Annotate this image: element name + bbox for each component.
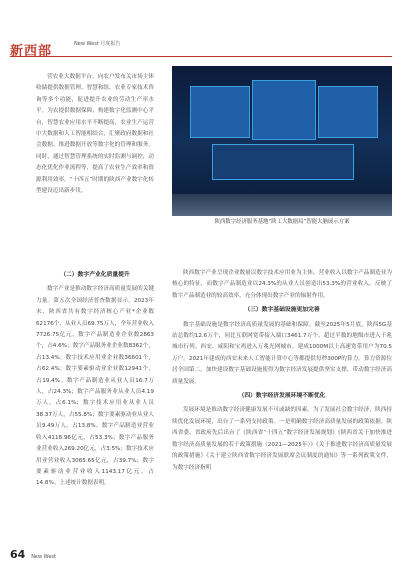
display-screen — [212, 144, 354, 180]
paragraph: 发展环境是推动数字经济健康发展不可或缺的因素。为了发展社会数字经济，陕西持续优化发展环境，出台了一系列支持政策。一是明确数字经济高质量发展的政策依据。陕西省委、省政府先后出台了《陕西省“十四五”数字经济发展规划》《陕西省关于加快推进数字经济高质量发展的若干政策措施（2021—2025年）》《关于推进数字经济高质量发展的政策措施》《关于建立陕西省数字经济发展联席会议制度的通知》等一系列政策文件，为数字经济指明 — [172, 407, 392, 471]
column-1-bottom-text — [36, 267, 154, 490]
publication-name: New West — [31, 554, 56, 560]
page-footer — [10, 548, 56, 561]
display-screen — [252, 80, 316, 140]
photo-caption: 陕西数字经济服务基地“陕工大数据局”智能大脑展示方案 — [214, 219, 350, 225]
paragraph: 数字基础设施是数字经济高质量发展的基础和保障。截至2025年5月底，陕西5G基站总数约12.6万个，同比互联网宽带接入端口3461.7万个，超过半数的地级市进入千兆城市行列。西安、咸阳和宝鸡进入万兆光网城市。建成1000M以上高速宽带用户为70.5万户。2021年建成的西安未来人工智能计算中心等都提供每秒300P的算力。算力资源位居全国第二，加快建设数字基础设施使得为数字经济发展提供坚实支撑，带动数字经济高质量发展。 — [172, 321, 392, 385]
paragraph: 营农业大数据平台，向农户发布关市场主体收储提供数据管理、智慧和组、农业专家技术咨询等多个功能，促进提升农业的劳动生产率水平。为农提供数据保障，构建数字化监测中心平台，智慧农业应用水平不断提高，农业生产运营中大数据和人工智能相结合，汇聚政府数据和社会数据、推进数据开放等数字化的管理和服务。同时，通过智慧管理系统的实时监测与调控，动态化优化作业流程等，提高了农业生产效率和资源利用效率。“十四五”时期的陕西产业数字化转型建设迈出新步伐。 — [36, 74, 154, 195]
data-center-photo — [172, 66, 392, 216]
section-heading: （三）数字基础设施更加完善 — [244, 307, 320, 314]
paragraph: 数字产业是推动数字经济高质量发展的关键力量。第五次全国经济普查数据显示，2023年末，陕西省共有数字经济核心产业*企业数62176个，从业人员69.75万人，全年营业收入7726.75亿元。数字产品制造业企业数2863个，占4.6%；数字产品服务业企业数8362个，占13.4%；数字技术应用业企业数36601个，占62.4%；数字要素驱动业企业数12941个，占19.4%。数字产品制造业从业人员16.7万人，占24.3%；数字产品服务业从业人员4.19万人，占6.1%；数字技术应用业从业人员38.37万人，占55.8%；数字要素驱动业从业人员9.49万人，占13.8%。数字产品制造业营业收入4118.96亿元，占53.3%；数字产品服务业营业收入269.20亿元，占3.5%；数字技术应用业营业收入3065.65亿元，占39.7%；数字要素驱动业营业收入1143.17亿元，占14.8%。上述统计数据表明， — [36, 286, 154, 487]
header-divider — [10, 56, 392, 57]
column-1-top-text — [36, 72, 154, 197]
magazine-logo: 新西部 — [10, 44, 53, 59]
column-2-text — [172, 268, 392, 474]
section-heading: （二）数字产业化质量提升 — [60, 272, 130, 278]
section-heading: （四）数字经济发展环境不断优化 — [238, 393, 326, 400]
page-number: 64 — [10, 548, 26, 561]
display-screen — [190, 86, 250, 138]
floor — [172, 194, 392, 216]
magazine-subtitle: New West 月度报告 — [74, 41, 121, 47]
display-screen — [318, 86, 378, 138]
paragraph: 陕西数字产业呈现企业数量以数字技术应用业为主体，营业收入以数字产品制造业为核心的特征，而数字产品制造业以24.3%的从业人员创造出53.3%的营业收入，反映了数字产品制造业的较高效率，充分体现出数字产业的辐射作用。 — [172, 270, 392, 299]
